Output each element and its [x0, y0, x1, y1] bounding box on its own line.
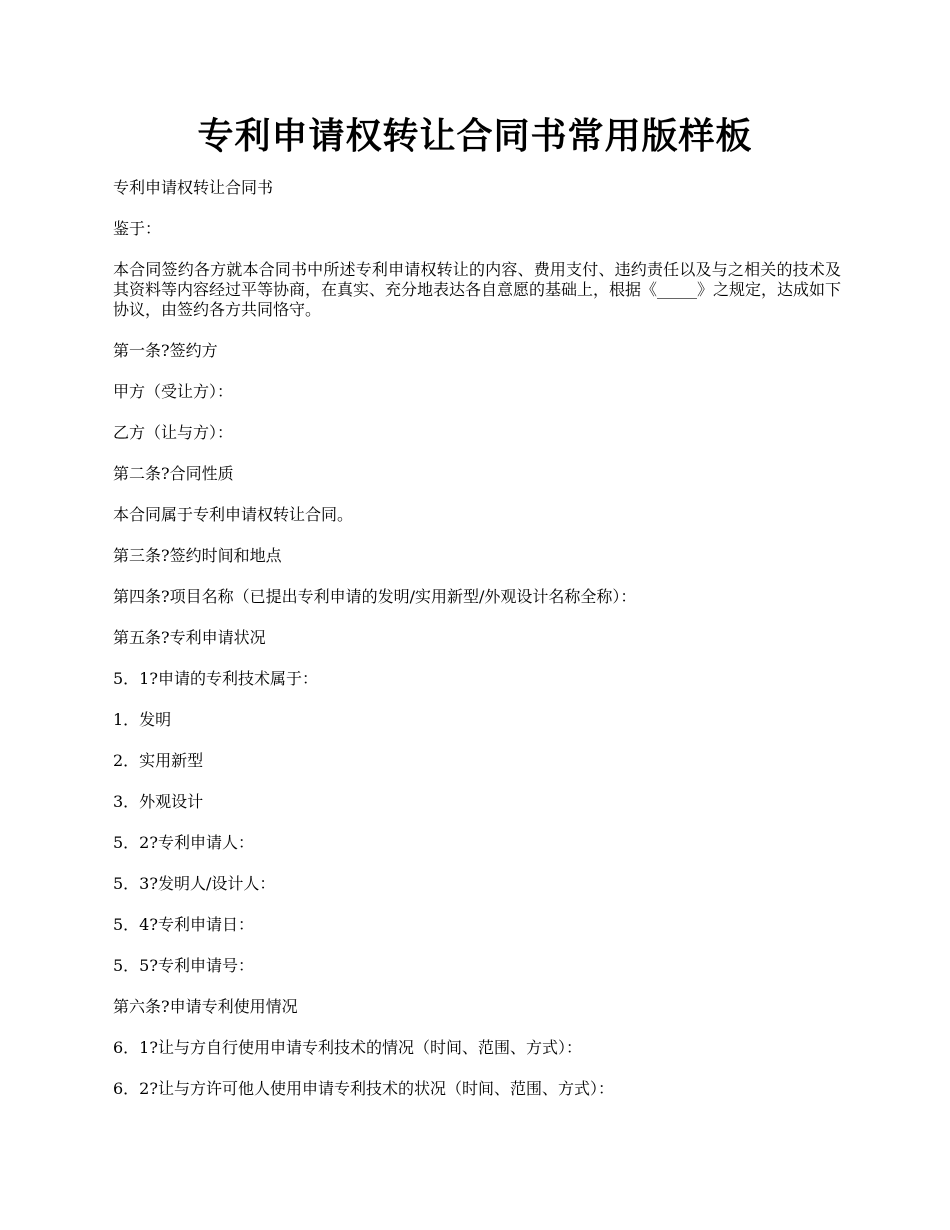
preamble-paragraph: 本合同签约各方就本合同书中所述专利申请权转让的内容、费用支付、违约责任以及与之相关的技术及其资料等内容经过平等协商，在真实、充分地表达各自意愿的基础上，根据《_____》之规定，达成如下协议，由签约各方共同恪守。: [113, 260, 842, 319]
article-5-heading: 第五条?专利申请状况: [113, 628, 266, 647]
whereas-label: 鉴于：: [113, 219, 162, 238]
option-utility-model: 2．实用新型: [113, 751, 204, 770]
option-design: 3．外观设计: [113, 792, 204, 811]
clause-5-5: 5．5?专利申请号：: [113, 956, 254, 975]
clause-5-4: 5．4?专利申请日：: [113, 915, 254, 934]
document-title: 专利申请权转让合同书常用版样板: [197, 115, 753, 157]
contract-heading: 专利申请权转让合同书: [113, 178, 274, 197]
article-1-heading: 第一条?签约方: [113, 341, 218, 360]
document-body: [113, 178, 841, 1120]
clause-5-1: 5．1?申请的专利技术属于：: [113, 669, 318, 688]
article-2-heading: 第二条?合同性质: [113, 464, 234, 483]
article-6-heading: 第六条?申请专利使用情况: [113, 997, 298, 1016]
clause-6-2: 6．2?让与方许可他人使用申请专利技术的状况（时间、范围、方式）：: [113, 1079, 614, 1098]
option-invention: 1．发明: [113, 710, 172, 729]
party-b-line: 乙方（让与方）：: [113, 423, 234, 442]
clause-5-2: 5．2?专利申请人：: [113, 833, 254, 852]
clause-5-3: 5．3?发明人/设计人：: [113, 874, 276, 893]
party-a-line: 甲方（受让方）：: [113, 382, 234, 401]
article-4-heading: 第四条?项目名称（已提出专利申请的发明/实用新型/外观设计名称全称）：: [113, 587, 637, 606]
article-2-text: 本合同属于专利申请权转让合同。: [113, 505, 354, 524]
article-3-heading: 第三条?签约时间和地点: [113, 546, 282, 565]
clause-6-1: 6．1?让与方自行使用申请专利技术的情况（时间、范围、方式）：: [113, 1038, 582, 1057]
